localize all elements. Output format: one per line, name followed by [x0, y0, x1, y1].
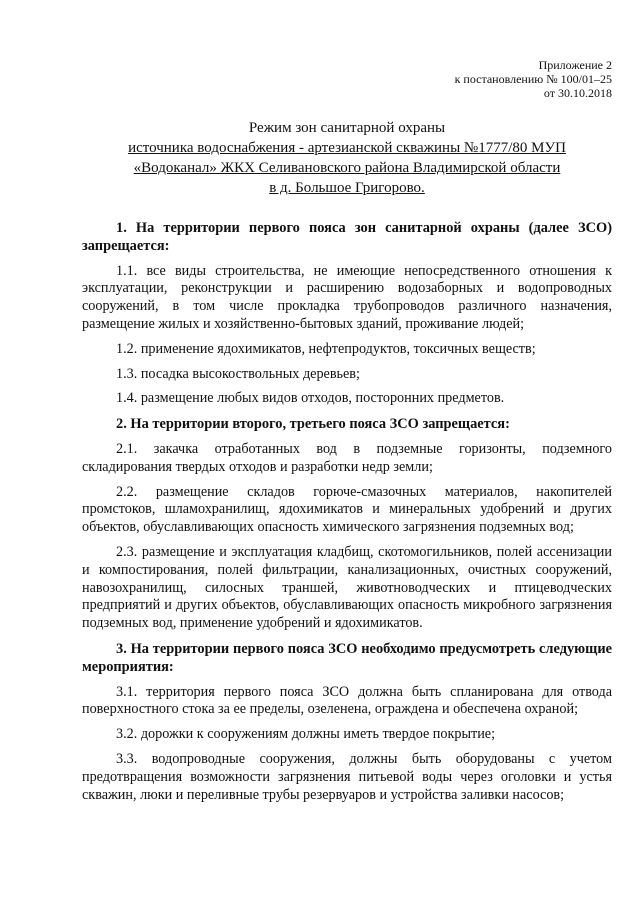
section-1 — [82, 220, 612, 408]
list-item: 2.2. размещение складов горюче-смазочных материалов, накопителей промстоков, шламохранилищ, ядохимикатов и минеральных удобрений и других объектов, обуславливающих опасность химического загрязнения подземных вод; — [82, 483, 612, 536]
title-line-3: «Водоканал» ЖКХ Селивановского района Владимирской области — [133, 160, 561, 176]
title-line-4: в д. Большое Григорово. — [269, 180, 425, 196]
title-line-1: Режим зон санитарной охраны — [248, 120, 446, 136]
list-item: 2.1. закачка отработанных вод в подземные горизонты, подземного складирования твердых отходов и разработки недр земли; — [82, 440, 612, 475]
title-line-2: источника водоснабжения - артезианской скважины №1777/80 МУП — [128, 140, 566, 156]
appendix-block — [82, 58, 612, 100]
list-item: 3.2. дорожки к сооружениям должны иметь твердое покрытие; — [116, 726, 496, 743]
appendix-label: Приложение 2 — [538, 58, 612, 72]
appendix-decree: к постановлению № 100/01–25 — [454, 72, 612, 86]
document-title — [82, 118, 612, 198]
list-item: 2.3. размещение и эксплуатация кладбищ, скотомогильников, полей ассенизации и компостирования, полей фильтрации, канализационных, очистных сооружений, навозохранилищ, силосных траншей, животноводческих и птицеводческих предприятий и других объектов, обуславливающих опасность микробного загрязнения подземных вод, применение удобрений и ядохимикатов. — [82, 543, 612, 632]
section-heading: 3. На территории первого пояса ЗСО необходимо предусмотреть следующие мероприятия: — [82, 640, 612, 675]
section-heading: 2. На территории второго, третьего пояса ЗСО запрещается: — [116, 416, 510, 433]
list-item: 1.1. все виды строительства, не имеющие непосредственного отношения к эксплуатации, реконструкции и расширению водозаборных и водопроводных сооружений, в том числе прокладка трубопроводов различного назначения, размещение жилых и хозяйственно-бытовых зданий, проживание людей; — [82, 262, 612, 332]
list-item: 3.1. территория первого пояса ЗСО должна быть спланирована для отвода поверхностного стока за ее пределы, озеленена, ограждена и обеспечена охраной; — [82, 683, 612, 718]
section-3 — [82, 641, 612, 804]
list-item: 1.3. посадка высокоствольных деревьев; — [116, 365, 360, 382]
appendix-date: от 30.10.2018 — [543, 86, 612, 100]
list-item: 3.3. водопроводные сооружения, должны быть оборудованы с учетом предотвращения возможности загрязнения питьевой воды через оголовки и устья скважин, люки и переливные трубы резервуаров и устройства заливки насосов; — [82, 750, 612, 803]
section-2 — [82, 416, 612, 633]
list-item: 1.2. применение ядохимикатов, нефтепродуктов, токсичных веществ; — [116, 340, 536, 357]
section-heading: 1. На территории первого пояса зон санитарной охраны (далее ЗСО) запрещается: — [82, 220, 612, 254]
list-item: 1.4. размещение любых видов отходов, посторонних предметов. — [116, 390, 505, 407]
